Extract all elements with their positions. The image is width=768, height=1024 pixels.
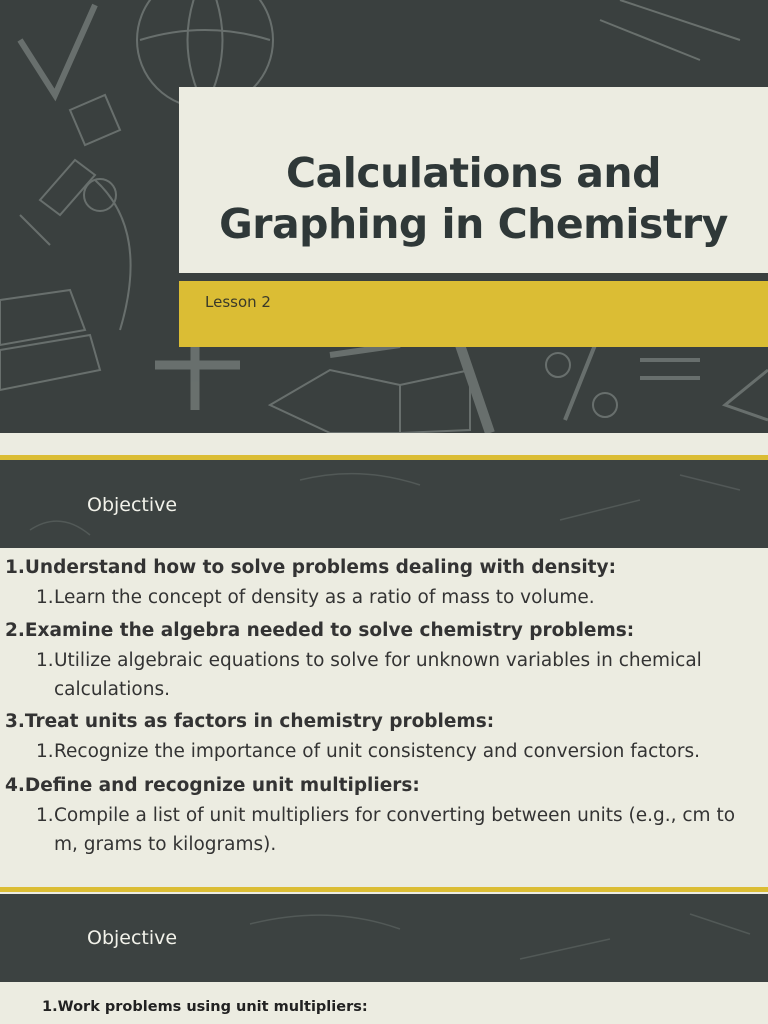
objective-subitem-2 [36, 646, 764, 704]
objective-subitem-3 [36, 737, 764, 766]
item-heading: Examine the algebra needed to solve chemistry problems: [24, 620, 635, 641]
objective-header [0, 460, 768, 548]
subitem-text: Compile a list of unit multipliers for converting between units (e.g., cm to [54, 805, 736, 826]
item-number: 3. [5, 711, 25, 732]
title-slide [0, 0, 768, 433]
subtitle-band [179, 281, 768, 347]
subitem-text-cont: calculations. [54, 679, 170, 700]
objective-item-2 [5, 620, 634, 641]
slide-gap [0, 433, 768, 454]
slide-subtitle: Lesson 2 [205, 293, 271, 311]
subitem-text-cont: m, grams to kilograms). [54, 834, 277, 855]
subitem-text: Recognize the importance of unit consistency and conversion factors. [54, 741, 700, 762]
item-heading: Treat units as factors in chemistry problems: [24, 711, 495, 732]
slide-title: Calculations and Graphing in Chemistry [219, 149, 728, 248]
objective-item-3 [5, 711, 494, 732]
subitem-text: Utilize algebraic equations to solve for unknown variables in chemical [54, 650, 702, 671]
objective-item-1 [42, 999, 368, 1015]
objective-item-1 [5, 557, 616, 578]
subitem-number: 1. [36, 741, 54, 762]
objectives-list [0, 549, 768, 885]
subitem-number: 1. [36, 587, 54, 608]
objective-item-4 [5, 775, 420, 796]
title-box [179, 87, 768, 273]
item-number: 2. [5, 620, 25, 641]
item-heading: Define and recognize unit multipliers: [24, 775, 420, 796]
objective-subitem-1 [36, 583, 764, 612]
item-heading: Understand how to solve problems dealing with density: [24, 557, 616, 578]
subitem-number: 1. [36, 805, 54, 826]
objective-title: Objective [87, 494, 178, 516]
objective-header [0, 894, 768, 982]
item-number: 1. [5, 557, 25, 578]
subitem-number: 1. [36, 650, 54, 671]
objective-title: Objective [87, 927, 178, 949]
item-number: 1. [42, 999, 58, 1015]
item-heading: Work problems using unit multipliers: [57, 999, 368, 1015]
objectives-list-2 [0, 982, 768, 1024]
item-number: 4. [5, 775, 25, 796]
subitem-text: Learn the concept of density as a ratio of mass to volume. [54, 587, 595, 608]
accent-line [0, 887, 768, 892]
objective-subitem-4 [36, 801, 764, 859]
